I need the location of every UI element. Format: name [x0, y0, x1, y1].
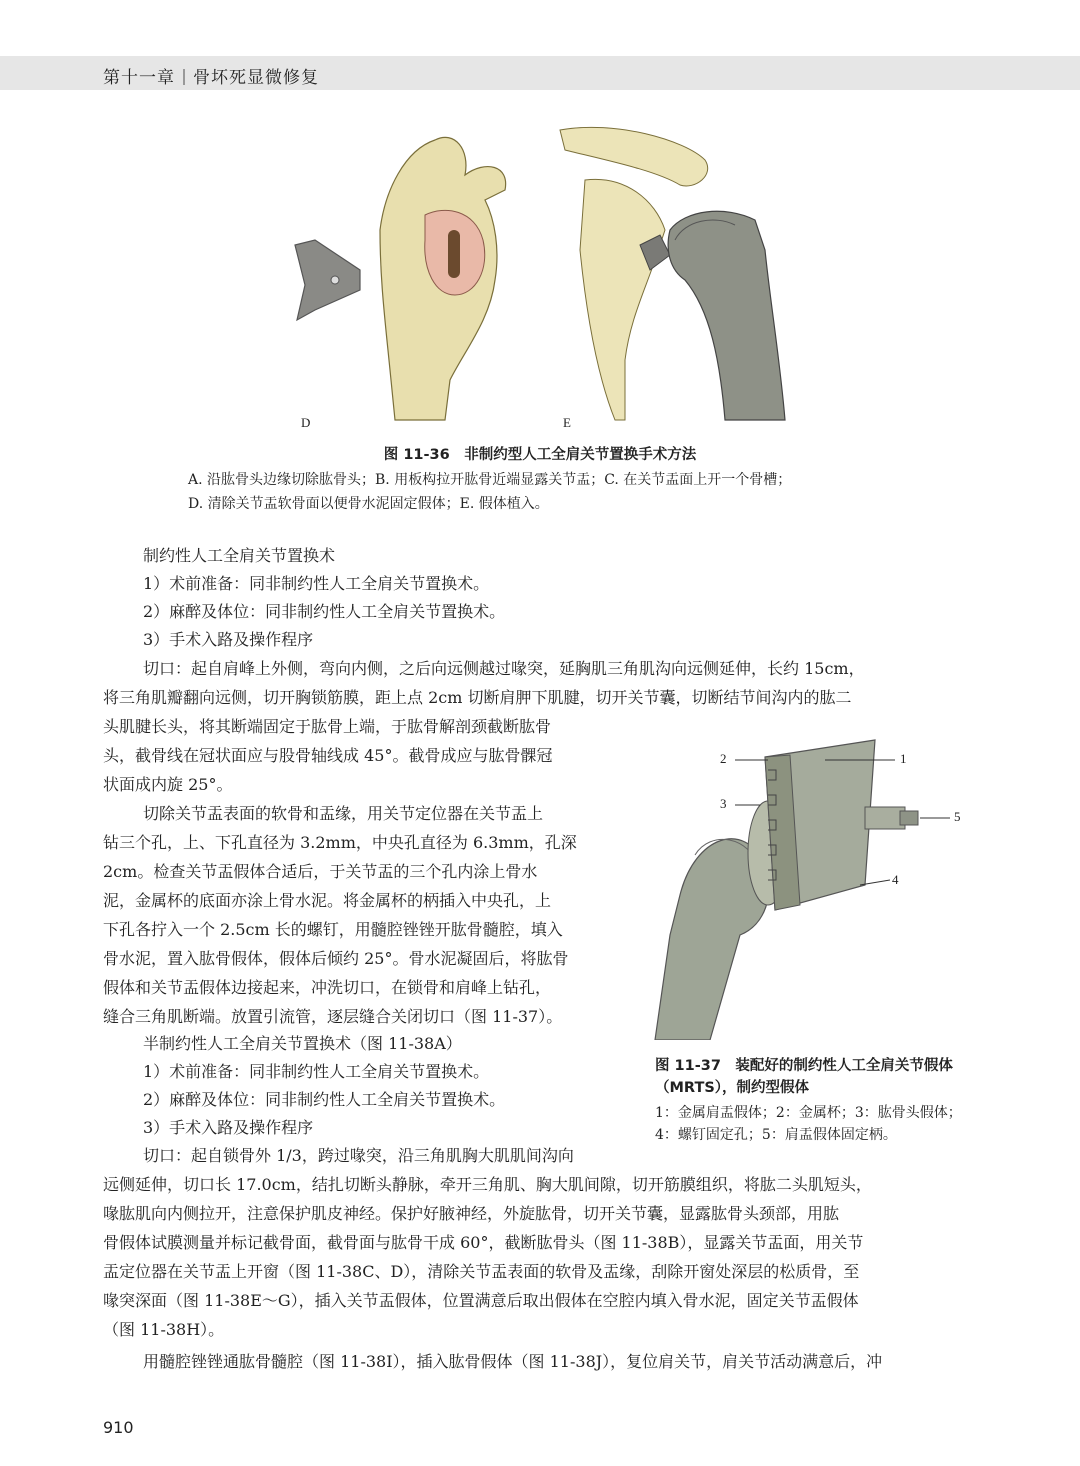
label-4: 4 [892, 872, 899, 887]
header-divider [183, 69, 185, 85]
label-3: 3 [720, 796, 727, 811]
figure-11-37-title: 图 11-37 装配好的制约性人工全肩关节假体（MRTS），制约型假体 [655, 1058, 953, 1096]
body-line: 盂定位器在关节盂上开窗（图 11-38C、D），清除关节盂表面的软骨及盂缘，刮除开窗处深层的松质骨，至 [103, 1262, 860, 1281]
figure-11-36-title: 图 11-36 非制约型人工全肩关节置换手术方法 [383, 447, 697, 463]
body-line: 喙突深面（图 11-38E～G），插入关节盂假体，位置满意后取出假体在空腔内填入骨水泥，固定关节盂假体 [103, 1291, 859, 1310]
body-line: 2）麻醉及体位：同非制约性人工全肩关节置换术。 [143, 602, 506, 621]
body-line: 状面成内旋 25°。 [103, 775, 233, 794]
body-line: 2）麻醉及体位：同非制约性人工全肩关节置换术。 [143, 1090, 506, 1109]
figure-11-37-caption: 1：金属肩盂假体；2：金属杯；3：肱骨头假体；4：螺钉固定孔；5：肩盂假体固定柄。 [655, 1105, 962, 1143]
body-line: 切口：起自肩峰上外侧，弯向内侧，之后向远侧越过喙突，延胸肌三角肌沟向远侧延伸，长约 15cm， [143, 659, 865, 678]
body-line: 头肌腱长头，将其断端固定于肱骨上端，于肱骨解剖颈截断肱骨 [103, 717, 552, 736]
body-line: 骨假体试膜测量并标记截骨面，截骨面与肱骨干成 60°，截断肱骨头（图 11-38B），显露关节盂面，用关节 [103, 1233, 864, 1252]
body-line: 喙肱肌向内侧拉开，注意保护肌皮神经。保护好腋神经，外旋肱骨，切开关节囊，显露肱骨头颈部，用肱 [103, 1204, 840, 1223]
figure-11-37-illustration [650, 735, 970, 1040]
chapter-title: 骨坏死显微修复 [193, 68, 319, 88]
label-2: 2 [720, 751, 727, 766]
figure-11-36-caption-line2: D. 清除关节盂软骨面以便骨水泥固定假体；E. 假体植入。 [188, 496, 549, 512]
label-5: 5 [954, 809, 961, 824]
body-line: 缝合三角肌断端。放置引流管，逐层缝合关闭切口（图 11-37）。 [103, 1007, 563, 1026]
label-1: 1 [900, 751, 907, 766]
body-line: 远侧延伸，切口长 17.0cm，结扎切断头静脉，牵开三角肌、胸大肌间隙，切开筋膜组织，将肱二头肌短头， [103, 1175, 872, 1194]
panel-label-e: E [563, 415, 571, 430]
chapter-number: 第十一章 [103, 68, 175, 88]
body-line: 用髓腔锉锉通肱骨髓腔（图 11-38I），插入肱骨假体（图 11-38J），复位肩关节，肩关节活动满意后，冲 [143, 1352, 883, 1371]
body-line: 1）术前准备：同非制约性人工全肩关节置换术。 [143, 574, 490, 593]
body-line: 半制约性人工全肩关节置换术（图 11-38A） [143, 1034, 462, 1053]
body-line: 切除关节盂表面的软骨和盂缘，用关节定位器在关节盂上 [143, 804, 544, 823]
body-line: 3）手术入路及操作程序 [143, 1118, 314, 1137]
body-line: 1）术前准备：同非制约性人工全肩关节置换术。 [143, 1062, 490, 1081]
body-line: 头，截骨线在冠状面应与股骨轴线成 45°。截骨成应与肱骨髁冠 [103, 746, 553, 765]
body-line: 切口：起自锁骨外 1/3，跨过喙突，沿三角肌胸大肌肌间沟向 [143, 1146, 574, 1165]
body-line: 泥，金属杯的底面亦涂上骨水泥。将金属杯的柄插入中央孔，上 [103, 891, 552, 910]
shoulder-surgery-drawing [285, 120, 805, 435]
body-line: （图 11-38H）。 [103, 1320, 225, 1339]
figure-11-36-caption-line1: A. 沿肱骨头边缘切除肱骨头；B. 用板构拉开肱骨近端显露关节盂；C. 在关节盂面上开一个骨槽； [188, 472, 792, 488]
body-line: 钻三个孔，上、下孔直径为 3.2mm，中央孔直径为 6.3mm，孔深 [103, 833, 577, 852]
figure-11-36-illustration [285, 120, 805, 435]
panel-label-d: D [301, 415, 311, 430]
body-line: 制约性人工全肩关节置换术 [143, 546, 336, 565]
mrts-prosthesis-drawing [650, 735, 970, 1040]
chapter-header [103, 63, 319, 88]
body-line: 将三角肌瓣翻向远侧，切开胸锁筋膜，距上点 2cm 切断肩胛下肌腱，切开关节囊，切断结节间沟内的肱二 [103, 688, 852, 707]
body-line: 下孔各拧入一个 2.5cm 长的螺钉，用髓腔锉锉开肱骨髓腔，填入 [103, 920, 563, 939]
body-line: 假体和关节盂假体边接起来，冲洗切口，在锁骨和肩峰上钻孔， [103, 978, 552, 997]
body-line: 骨水泥，置入肱骨假体，假体后倾约 25°。骨水泥凝固后，将肱骨 [103, 949, 569, 968]
body-line: 2cm。检查关节盂假体合适后，于关节盂的三个孔内涂上骨水 [103, 862, 538, 881]
body-line: 3）手术入路及操作程序 [143, 630, 314, 649]
page-number: 910 [103, 1418, 134, 1437]
